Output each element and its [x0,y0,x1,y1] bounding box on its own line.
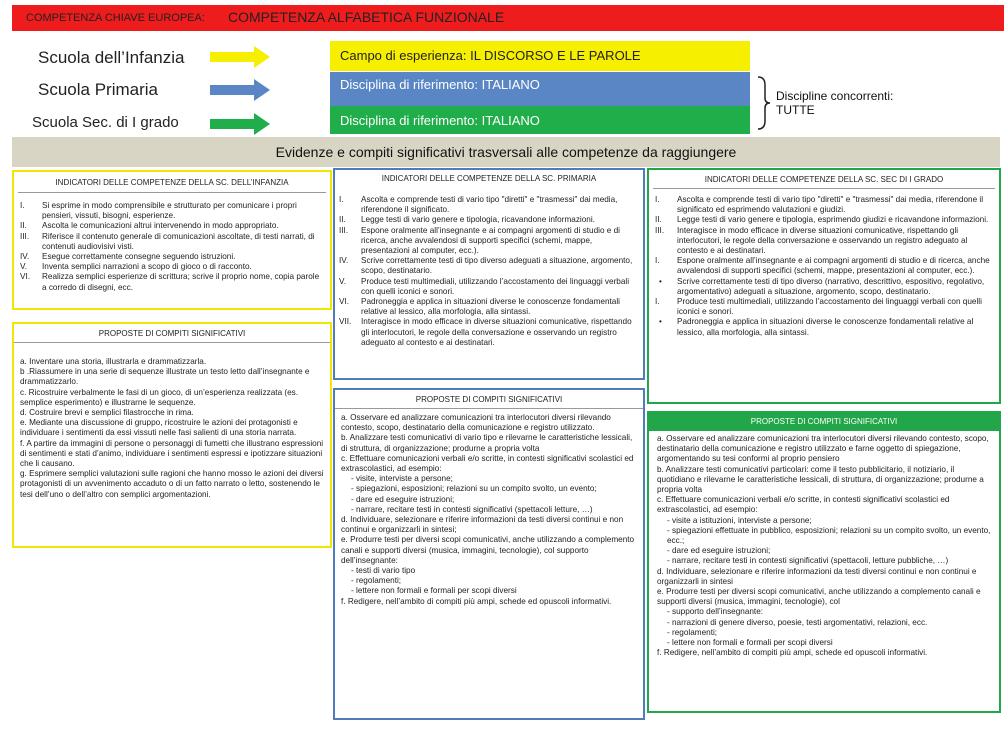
indicator-text: Produce testi multimediali, utilizzando l’accostamento dei linguaggi verbali con quelli iconici e sonori. [677,297,982,317]
divider [14,342,330,343]
task-item: - supporto dell’insegnante: [667,607,764,617]
task-item: - regolamenti; [351,576,402,586]
task-item: a. Osservare ed analizzare comunicazioni tra interlocutori diversi rilevando contesto, scopo, destinatario della comunicazione e registro utilizzato. [341,413,611,433]
indicator-number: IV. [339,256,349,266]
task-item: - dare ed eseguire istruzioni; [351,494,455,504]
brace-icon [756,76,772,130]
indicator-number: I. [655,256,660,266]
indicator-text: Espone oralmente all’insegnante e ai compagni argomenti di studio e di ricerca, anche avvalendosi di supporti specifici (schemi, mappe, presentazioni al computer, ecc.). [361,225,620,256]
task-item: a. Osservare ed analizzare comunicazioni tra interlocutori diversi rilevando contesto, scopo, destinatario della comunicazione e registro utilizzato e farne oggetto di spiegazione, argomentando su tesi conformi al proprio pensiero [657,434,989,464]
task-item: - visite, interviste a persone; [351,474,453,484]
indicator-text: Produce testi multimediali, utilizzando l’accostamento dei linguaggi verbali con quelli iconici e sonori. [361,276,630,296]
field-value: ITALIANO [481,113,540,128]
indicator-text: Scrive correttamente testi di tipo diverso adeguati a situazione, argomento, scopo, destinatario. [361,256,633,276]
divider [335,408,643,409]
indicator-text: Realizza semplici esperienze di scrittura; scrive il proprio nome, copia parole a corredo di disegni, ecc. [42,272,320,292]
task-item: f. A partire da immagini di persone o personaggi di fumetti che illustrano espressioni di sentimenti e stati d’animo, individuare i sentimenti espressi e ipotizzare situazioni che li causano. [20,438,324,469]
col-primaria-indicators-title: INDICATORI DELLE COMPETENZE DELLA SC. PRIMARIA [381,174,597,183]
task-item: - narrare, recitare testi in contesti significativi (spettacoli, letture pubbliche, …) [667,556,949,566]
indicator-item [655,215,993,225]
indicator-text: Espone oralmente all’insegnante e ai compagni argomenti di studio e di ricerca, anche avvalendosi di supporti specifici (schemi, mappe, presentazioni al computer, ecc.). [677,256,990,276]
task-item: d. Individuare, selezionare e riferire informazioni da testi diversi continui e non continui e organizzarli in sintesi [657,566,977,586]
indicator-text: Inventa semplici narrazioni a scopo di gioco o di racconto. [42,262,252,272]
header-label: COMPETENZA CHIAVE EUROPEA: [26,12,205,24]
indicator-number: I. [655,297,660,307]
indicator-text: Legge testi di vario genere e tipologia, ricavandone informazioni. [361,215,595,225]
indicator-text: Ascolta e comprende testi di vario tipo "diretti" e "trasmessi" dai media, riferendone il significato. [361,195,618,215]
task-item: b. Analizzare testi comunicativi particolari: come il testo pubblicitario, il notiziario, il quotidiano e rilevarne le caratteristiche lessicali, di struttura, di organizzazione; produrne a propria volta [657,464,984,495]
indicator-number: III. [20,231,30,241]
indicator-text: Interagisce in modo efficace in diverse situazioni comunicative, rispettando gli interlocutori, le regole della conversazione e osservando un registro adeguato al contesto e ai destinatari. [361,317,632,347]
indicator-item [655,195,993,215]
task-item: d. Individuare, selezionare e riferire informazioni da testi diversi continui e non continui e organizzarli in sintesi; [341,515,624,535]
indicator-item [20,252,322,262]
indicator-number: VI. [20,272,31,282]
indicator-item [20,201,322,221]
task-item: c. Effettuare comunicazioni verbali e/o scritte, in contesti significativi scolastici ed extrascolastici, ad esempio: [341,453,634,474]
indicator-number: III. [655,225,665,235]
field-campo-esperienza [330,41,750,71]
arrow-right-icon [210,113,270,135]
indicator-item [655,226,993,257]
indicator-number: • [659,317,662,327]
concurrent-disciplines [776,89,893,117]
indicator-number: II. [339,215,346,225]
indicator-text: Esegue correttamente consegne seguendo istruzioni. [42,252,236,262]
indicator-number: V. [339,276,346,286]
concurrent-label: Discipline concorrenti: [776,89,894,103]
divider [18,192,326,193]
col-secondaria-tasks [647,411,1001,713]
task-item: c. Ricostruire verbalmente le fasi di un gioco, di un’esperienza realizzata (es. semplice esperimento) e illustrarne le sequenze. [20,387,299,407]
indicator-text: Scrive correttamente testi di tipo diverso (narrativo, descrittivo, espositivo, regolativo, argomentativo) adeguati a situazione, argomento, scopo, destinatario. [677,276,985,296]
task-item: e. Mediante una discussione di gruppo, ricostruire le azioni dei protagonisti e individuare i sentimenti da essi vissuti nelle fasi salienti di una storia narrata. [20,418,298,438]
indicator-number: I. [339,195,344,204]
task-item: f. Redigere, nell’ambito di compiti più ampi, schede ed opuscoli informativi. [341,596,612,606]
indicator-item [339,226,637,257]
indicator-number: III. [339,225,349,235]
col-secondaria-tasks-title: PROPOSTE DI COMPITI SIGNIFICATIVI [648,412,1000,431]
indicator-text: Legge testi di vario genere e tipologia, esprimendo giudizi e ricavandone informazioni. [677,215,989,225]
task-list [341,413,637,607]
level-infanzia: Scuola dell’Infanzia [38,48,185,67]
task-item: c. Effettuare comunicazioni verbali e/o scritte, in contesti significativi scolastici ed extrascolastici, ad esempio: [657,495,950,515]
arrow-right-icon [210,46,270,68]
indicator-item [655,297,993,317]
indicator-item [339,215,637,225]
evidence-title: Evidenze e compiti significativi trasversali alle competenze da raggiungere [12,137,1000,167]
indicator-number: II. [20,221,27,231]
indicator-number: I. [655,195,660,204]
level-primaria: Scuola Primaria [38,80,158,99]
indicator-number: I. [20,201,25,210]
divider [653,188,995,189]
arrow-right-icon [210,79,270,101]
indicator-number: VI. [339,297,350,307]
field-value: IL DISCORSO E LE PAROLE [470,48,641,63]
indicator-item [339,256,637,276]
task-item: - spiegazioni effettuate in pubblico, esposizioni; relazioni su un compito svolto, un evento, ecc.; [667,525,991,546]
col-primaria-tasks-title: PROPOSTE DI COMPITI SIGNIFICATIVI [415,395,563,404]
col-primaria-tasks [333,388,645,720]
indicator-text: Riferisce il contenuto generale di comunicazioni ascoltate, di testi narrati, di contenuti audiovisivi visti. [42,231,315,251]
task-item: - visite a istituzioni, interviste a persone; [667,515,812,525]
task-list [657,434,993,658]
task-list [20,357,324,500]
level-secondaria: Scuola Sec. di I grado [32,114,179,131]
task-item: g. Esprimere semplici valutazioni sulle ragioni che hanno mosso le azioni dei diversi protagonisti di un avvenimento accaduto o di un fatto narrato o letto, sostenendo le tesi dell’uno o dell’altro con semplici argomentazioni. [20,469,324,499]
concurrent-value: TUTTE [776,103,815,117]
indicator-list [655,195,993,338]
indicator-item [655,317,993,337]
task-item: e. Produrre testi per diversi scopi comunicativi, anche utilizzando a complemento canali e supporti diversi (musica, immagini, tecnologie), col supporto dell’insegnante: [341,535,635,565]
indicator-number: VII. [339,317,352,327]
indicator-text: Ascolta le comunicazioni altrui intervenendo in modo appropriato. [42,221,279,231]
indicator-item [20,272,322,292]
field-disciplina-primaria [330,72,750,106]
task-item: a. Inventare una storia, illustrarla e drammatizzarla. [20,357,207,366]
indicator-text: Ascolta e comprende testi di vario tipo "diretti" e "trasmessi" dai media, riferendone il significato ed esprimendo valutazioni e giudizi. [677,195,984,215]
task-item: - spiegazioni, esposizioni; relazioni su un compito svolto, un evento; [351,484,597,494]
task-item: - narrazioni di genere diverso, poesie, testi argomentativi, relazioni, ecc. [667,617,928,627]
field-prefix: Disciplina di riferimento: [340,77,482,92]
col-secondaria-indicators [647,168,1001,404]
task-item: b .Riassumere in una serie di sequenze illustrate un testo letto dall’insegnante e drammatizzarlo. [20,367,310,387]
task-item: f. Redigere, nell’ambito di compiti più ampi, schede ed opuscoli informativi. [657,648,928,658]
indicator-list [20,201,322,293]
field-disciplina-secondaria [330,106,750,134]
field-prefix: Disciplina di riferimento: [340,113,482,128]
field-prefix: Campo di esperienza: [340,48,471,63]
indicator-number: V. [20,262,27,272]
task-item: - narrare, recitare testi in contesti significativi (spettacoli letture, …) [351,504,593,514]
col-secondaria-indicators-title: INDICATORI DELLE COMPETENZE DELLA SC. SEC DI I GRADO [704,175,944,184]
task-item: - lettere non formali e formali per scopi diversi [351,586,517,596]
col-infanzia-indicators-title: INDICATORI DELLE COMPETENZE DELLA SC. DELL’INFANZIA [55,178,289,187]
indicator-item [339,317,637,348]
indicator-text: Padroneggia e applica in situazioni diverse le conoscenze fondamentali relative al lessico, alla morfologia, alla sintassi. [677,317,974,337]
header-bar [12,5,1004,31]
indicator-item [20,221,322,231]
task-item: d. Costruire brevi e semplici filastrocche in rima. [20,408,194,418]
task-item: - lettere non formali e formali per scopi diversi [667,638,833,648]
indicator-text: Padroneggia e applica in situazioni diverse le conoscenze fondamentali relative al lessico, alla morfologia, alla sintassi. [361,297,620,317]
task-item: - testi di vario tipo [351,566,416,576]
indicator-item [339,277,637,297]
indicator-number: • [659,276,662,286]
col-infanzia-tasks [12,322,332,548]
task-item: - dare ed eseguire istruzioni; [667,546,771,556]
col-primaria-indicators [333,168,645,380]
field-value: ITALIANO [481,77,540,92]
indicator-text: Interagisce in modo efficace in diverse situazioni comunicative, rispettando gli interlocutori, le regole della conversazione e osservando un registro adeguato al contesto e ai destinatari. [677,225,968,256]
indicator-item [20,262,322,272]
indicator-item [655,277,993,297]
task-item: - regolamenti; [667,627,718,637]
indicator-item [339,297,637,317]
col-infanzia-tasks-title: PROPOSTE DI COMPITI SIGNIFICATIVI [14,329,330,338]
indicator-number: IV. [20,252,30,262]
indicator-list [339,195,637,348]
col-infanzia-indicators [12,170,332,310]
header-title: COMPETENZA ALFABETICA FUNZIONALE [228,9,505,25]
indicator-item [655,256,993,276]
task-item: e. Produrre testi per diversi scopi comunicativi, anche utilizzando a complemento canali e supporti diversi (musica, immagini, tecnologie), col [657,587,981,607]
indicator-item [339,195,637,215]
task-item: b. Analizzare testi comunicativi di vario tipo e rilevarne le caratteristiche lessicali, di struttura, di organizzazione; produrne a propria volta [341,433,633,453]
indicator-number: II. [655,215,662,225]
indicator-item [20,232,322,252]
indicator-text: Si esprime in modo comprensibile e strutturato per comunicare i propri pensieri, vissuti, bisogni, esperienze. [42,201,297,221]
